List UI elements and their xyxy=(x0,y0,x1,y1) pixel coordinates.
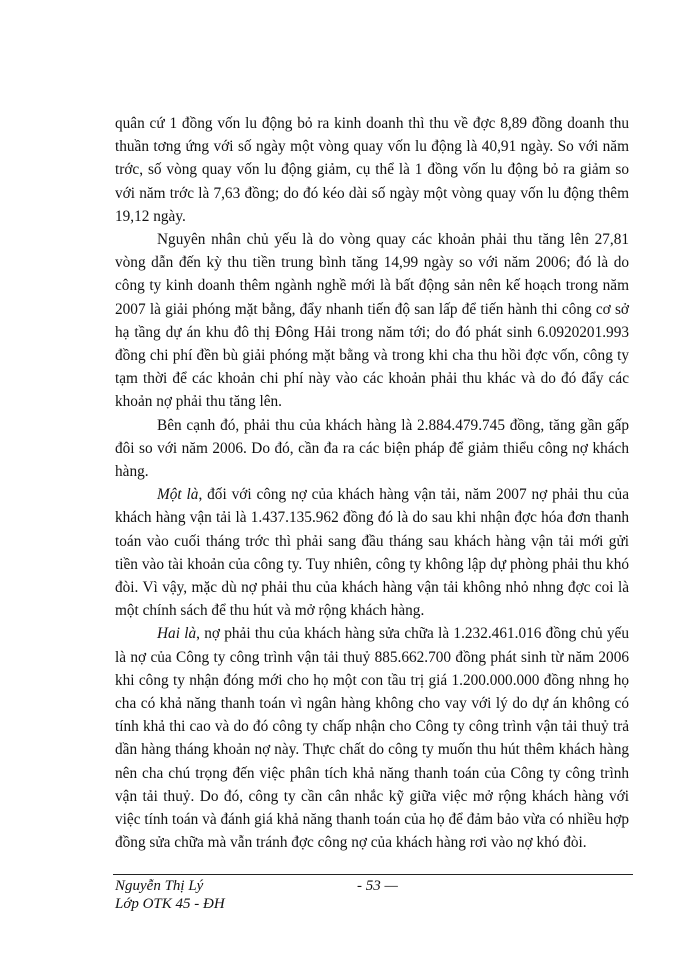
footer-divider xyxy=(113,874,633,875)
footer-author: Nguyễn Thị Lý xyxy=(115,878,204,894)
footer-class-name: Lớp OTK 45 - ĐH xyxy=(115,896,225,912)
page-number: - 53 — xyxy=(357,878,398,894)
paragraph-text: , đối với công nợ của khách hàng vận tải, năm 2007 nợ phải thu của khách hàng vận tải là 1.437.135.962 đồng đó là do sau khi nhận đợc hóa đơn thanh toán vào cuối tháng trớc thì phải sang đầu tháng sau khách hàng vận tải mới gửi tiền vào tài khoản của công ty. Tuy nhiên, công ty không lập dự phòng phải thu khó đòi. Vì vậy, mặc dù nợ phải thu của khách hàng vận tải không nhỏ nhng đợc coi là một chính sách để thu hút và mở rộng khách hàng. xyxy=(115,486,629,620)
paragraph-main-cause: Nguyên nhân chủ yếu là do vòng quay các khoản phải thu tăng lên 27,81 vòng dẫn đến kỳ thu tiền trung bình tăng 14,99 ngày so với năm 2006; đó là do công ty kinh doanh thêm ngành nghề mới là bất động sản nên kế hoạch trong năm 2007 là giải phóng mặt bằng, đẩy nhanh tiến độ san lấp để tiến hành thi công cơ sở hạ tầng dự án khu đô thị Đông Hải trong năm tới; do đó phát sinh 6.0920201.993 đồng chi phí đền bù giải phóng mặt bằng và trong khi cha thu hồi đợc vốn, công ty tạm thời để các khoản chi phí này vào các khoản phải thu khác và do đó đẩy các khoản nợ phải thu tăng lên. xyxy=(115,231,629,411)
lead-phrase: Một là xyxy=(157,486,199,504)
paragraph-first-point xyxy=(115,483,629,622)
body-text xyxy=(115,112,629,855)
paragraph-text: , nợ phải thu của khách hàng sửa chữa là 1.232.461.016 đồng chủ yếu là nợ của Công ty công trình vận tải thuỷ 885.662.700 đồng phát sinh từ năm 2006 khi công ty nhận đóng mới cho họ một con tầu trị giá 1.200.000.000 đồng nhng họ cha có khả năng thanh toán vì ngân hàng không cho vay với lý do dự án không có tính khả thi cao và do đó công ty chấp nhận cho Công ty công trình vận tải thuỷ trả dần hàng tháng khoản nợ này. Thực chất do công ty muốn thu hút thêm khách hàng nên cha chú trọng đến việc phân tích khả năng thanh toán của Công ty công trình vận tải thuỷ. Do đó, công ty cần cân nhắc kỹ giữa việc mở rộng khách hàng với việc tính toán và đánh giá khả năng thanh toán của họ để đảm bảo vừa có nhiều hợp đồng sửa chữa mà vẫn tránh đợc công nợ của khách hàng rơi vào nợ khó đòi. xyxy=(115,625,629,852)
paragraph-capital-turnover: quân cứ 1 đồng vốn lu động bỏ ra kinh doanh thì thu về đợc 8,89 đồng doanh thu thuần tơng ứng với số ngày một vòng quay vốn lu động là 40,91 ngày. So với năm trớc, số vòng quay vốn lu động giảm, cụ thể là 1 đồng vốn lu động bỏ ra giảm so với năm trớc là 7,63 đồng; do đó kéo dài số ngày một vòng quay vốn lu động thêm 19,12 ngày. xyxy=(115,115,629,225)
paragraph-second-point xyxy=(115,622,629,854)
paragraph-customer-receivables: Bên cạnh đó, phải thu của khách hàng là 2.884.479.745 đồng, tăng gần gấp đôi so với năm 2006. Do đó, cần đa ra các biện pháp để giảm thiểu công nợ khách hàng. xyxy=(115,416,629,481)
lead-phrase: Hai là xyxy=(157,625,197,643)
